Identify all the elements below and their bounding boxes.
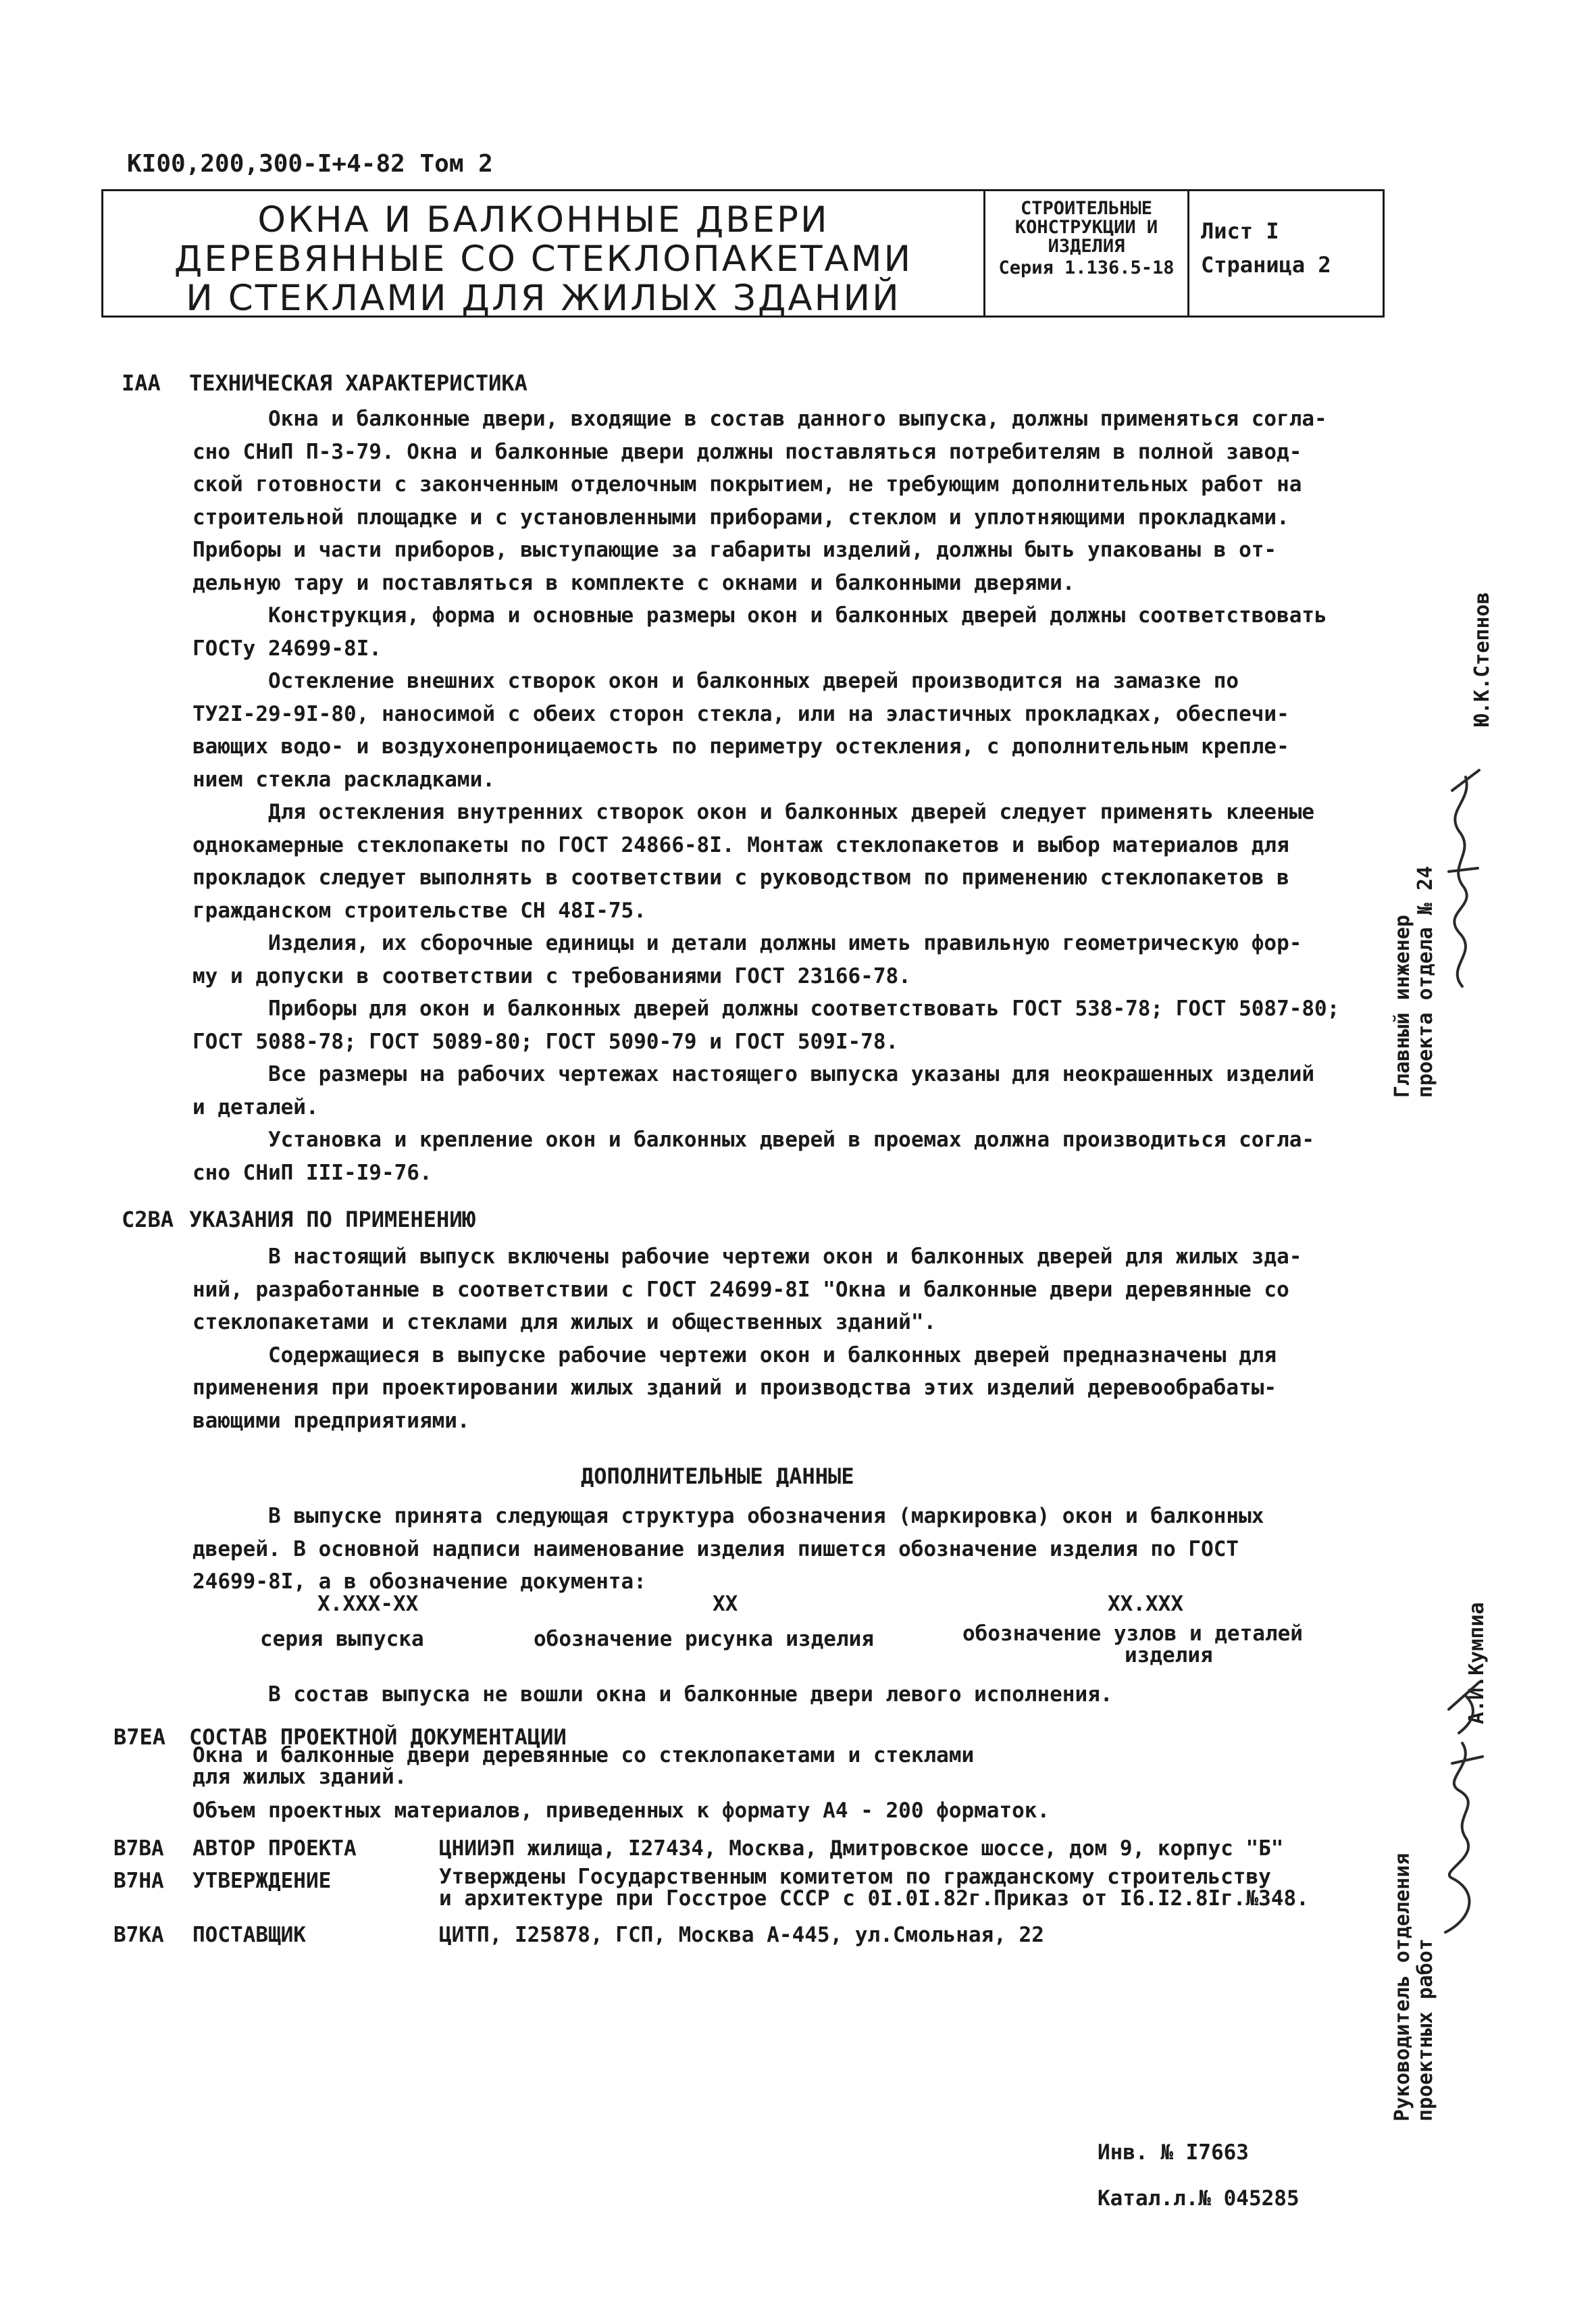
chief-engineer-title: Главный инженер проекта отдела № 24 [1391,865,1437,1098]
department-head-title: Руководитель отделения проектных работ [1391,1853,1437,2121]
title-line-3: И СТЕКЛАМИ ДЛЯ ЖИЛЫХ ЗДАНИЙ [186,278,901,319]
code-drawing: ХХ [713,1592,738,1616]
section-heading-tech: ТЕХНИЧЕСКАЯ ХАРАКТЕРИСТИКА [189,370,527,396]
catalog-number: Катал.л.№ 045285 [1098,2186,1299,2211]
section-body-usage: В настоящий выпуск включены рабочие чертежи окон и балконных дверей для жилых зда- ний, разработанные в соответствии с ГОСТ 24699-8I "Окна и балконные двери деревянные со стеклопакетами и стеклами для жилых и общественных зданий". Содержащиеся в выпуске рабочие чертежи окон и балконных дверей предназначены для применения при проектировании жилых зданий и производства этих изделий деревообрабаты- вающими предприятиями. [192,1244,1302,1433]
series-line-2: КОНСТРУКЦИИ И [1014,217,1158,238]
section-body-additional: В выпуске принята следующая структура обозначения (маркировка) окон и балконных дверей. В основной надписи наименование изделия пишется обозначение изделия по ГОСТ 24699-8I, а в обозначение документа: [192,1504,1264,1594]
section-heading-composition: СОСТАВ ПРОЕКТНОЙ ДОКУМЕНТАЦИИ [189,1724,567,1750]
inventory-number: Инв. № I7663 [1098,2140,1249,2165]
series-divider [1187,191,1189,316]
section-heading-usage: УКАЗАНИЯ ПО ПРИМЕНЕНИЮ [189,1207,475,1232]
row-code-approval: В7НА [113,1869,164,1893]
row-code-supplier: В7КА [113,1923,164,1947]
section-code-4: В7ЕА [113,1724,166,1750]
row-label-approval: УТВЕРЖДЕНИЕ [192,1869,332,1893]
composition-volume: Объем проектных материалов, приведенных к формату А4 - 200 форматок. [192,1799,1050,1823]
row-label-author: АВТОР ПРОЕКТА [192,1836,357,1861]
title-line-2: ДЕРЕВЯННЫЕ СО СТЕКЛОПАКЕТАМИ [174,238,913,280]
row-value-author: ЦНИИЭП жилища, I27434, Москва, Дмитровское шоссе, дом 9, корпус "Б" [439,1836,1284,1861]
department-head-name: А.И.Кумпиа [1465,1602,1489,1724]
code-series: Х.ХХХ-ХХ [317,1592,419,1616]
row-code-author: В7ВА [113,1836,164,1861]
chief-engineer-signature [1432,736,1493,993]
label-nodes: обозначение узлов и деталей [962,1621,1303,1646]
label-series: серия выпуска [260,1627,424,1651]
series-line-3: ИЗДЕЛИЯ [1048,236,1125,257]
title-block [101,189,1385,318]
row-value-approval: Утверждены Государственным комитетом по гражданскому строительству и архитектуре при Госстрое СССР с 0I.0I.82г.Приказ от I6.I2.8Iг.№348. [439,1865,1309,1911]
title-line-1: ОКНА И БАЛКОННЫЕ ДВЕРИ [257,199,829,241]
department-head-signature [1432,1669,1493,1939]
code-nodes: ХХ.ХХХ [1108,1592,1183,1616]
note-left-handed: В состав выпуска не вошли окна и балконные двери левого исполнения. [192,1682,1113,1707]
section-heading-additional: ДОПОЛНИТЕЛЬНЫЕ ДАННЫЕ [581,1463,854,1489]
section-code-1: IАА [122,370,161,396]
label-nodes-2: изделия [1125,1643,1213,1667]
label-drawing: обозначение рисунка изделия [534,1627,874,1651]
page-number: Страница 2 [1201,252,1331,278]
chief-engineer-name: Ю.К.Степнов [1470,592,1494,726]
document-code: КI00,200,300-I+4-82 Том 2 [127,150,493,178]
section-code-2: С2ВА [122,1207,174,1232]
row-label-supplier: ПОСТАВЩИК [192,1923,306,1947]
sheet-number: Лист I [1201,218,1279,244]
series-line-1: СТРОИТЕЛЬНЫЕ [1020,198,1153,219]
row-value-supplier: ЦИТП, I25878, ГСП, Москва А-445, ул.Смольная, 22 [439,1923,1044,1947]
composition-text: Окна и балконные двери деревянные со стеклопакетами и стеклами для жилых зданий. [192,1743,975,1789]
section-body-tech: Окна и балконные двери, входящие в состав данного выпуска, должны применяться согла- сно СНиП П-3-79. Окна и балконные двери должны поставляться потребителям в полной завод- ской готовности с законченным отделочным покрытием, не требующим дополнительных работ на строительной площадке и с установленными приборами, стеклом и уплотняющими прокладками. Приборы и части приборов, выступающие за габариты изделий, должны быть упакованы в от- дельную тару и поставляться в комплекте с окнами и балконными дверями. Конструкция, форма и основные размеры окон и балконных дверей должны соответствовать ГОСТу 24699-8I. Остекление внешних створок окон и балконных дверей производится на замазке по ТУ2I-29-9I-80, наносимой с обеих сторон стекла, или на эластичных прокладках, обеспечи- вающих водо- и воздухонепроницаемость по периметру остекления, с дополнительным крепле- нием стекла раскладками. Для остекления внутренних створок окон и балконных дверей следует применять клееные однокамерные стеклопакеты по ГОСТ 24866-8I. Монтаж стеклопакетов и выбор материалов для прокладок следует выполнять в соответствии с руководством по применению стеклопакетов в гражданском строительстве СН 48I-75. Изделия, их сборочные единицы и детали должны иметь правильную геометрическую фор- му и допуски в соответствии с требованиями ГОСТ 23166-78. Приборы для окон и балконных дверей должны соответствовать ГОСТ 538-78; ГОСТ 5087-80; ГОСТ 5088-78; ГОСТ 5089-80; ГОСТ 5090-79 и ГОСТ 509I-78. Все размеры на рабочих чертежах настоящего выпуска указаны для неокрашенных изделий и деталей. Установка и крепление окон и балконных дверей в проемах должна производиться согла- сно СНиП III-I9-76. [192,407,1340,1185]
series-number: Серия 1.136.5-18 [998,257,1175,278]
